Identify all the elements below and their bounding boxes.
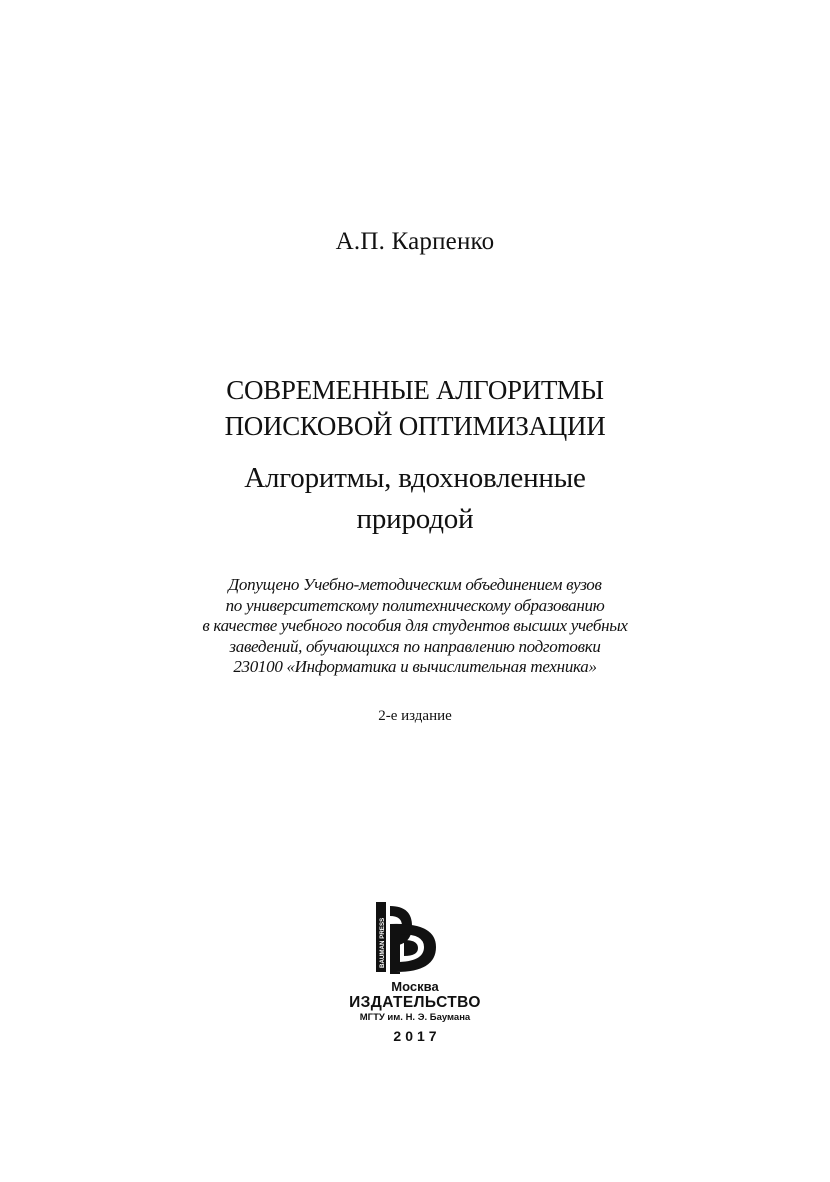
publisher-subname: МГТУ им. Н. Э. Баумана bbox=[359, 1012, 471, 1023]
book-subtitle-line: Алгоритмы, вдохновленные bbox=[244, 462, 586, 494]
edition-label: 2-е издание bbox=[378, 708, 452, 724]
logo-vertical-text: BAUMAN PRESS bbox=[379, 917, 386, 968]
bauman-press-logo-icon bbox=[376, 902, 438, 974]
approval-line: заведений, обучающихся по направлению подготовки bbox=[229, 636, 601, 656]
approval-line: в качестве учебного пособия для студентов высших учебных bbox=[202, 616, 628, 635]
book-title bbox=[0, 372, 830, 444]
book-title-line: СОВРЕМЕННЫЕ АЛГОРИТМЫ bbox=[226, 375, 604, 405]
publisher-city: Москва bbox=[391, 979, 439, 994]
book-subtitle bbox=[0, 458, 830, 540]
publication-year: 2017 bbox=[393, 1028, 441, 1044]
approval-line: Допущено Учебно-методическим объединением вузов bbox=[228, 575, 602, 594]
author-name: А.П. Карпенко bbox=[335, 228, 495, 255]
publisher-name: ИЗДАТЕЛЬСТВО bbox=[349, 994, 481, 1011]
approval-line: 230100 «Информатика и вычислительная техника» bbox=[233, 657, 597, 676]
book-title-line: ПОИСКОВОЙ ОПТИМИЗАЦИИ bbox=[224, 411, 606, 441]
approval-statement bbox=[0, 575, 830, 678]
approval-line: по университетскому политехническому образованию bbox=[225, 595, 605, 615]
book-subtitle-line: природой bbox=[356, 503, 474, 535]
